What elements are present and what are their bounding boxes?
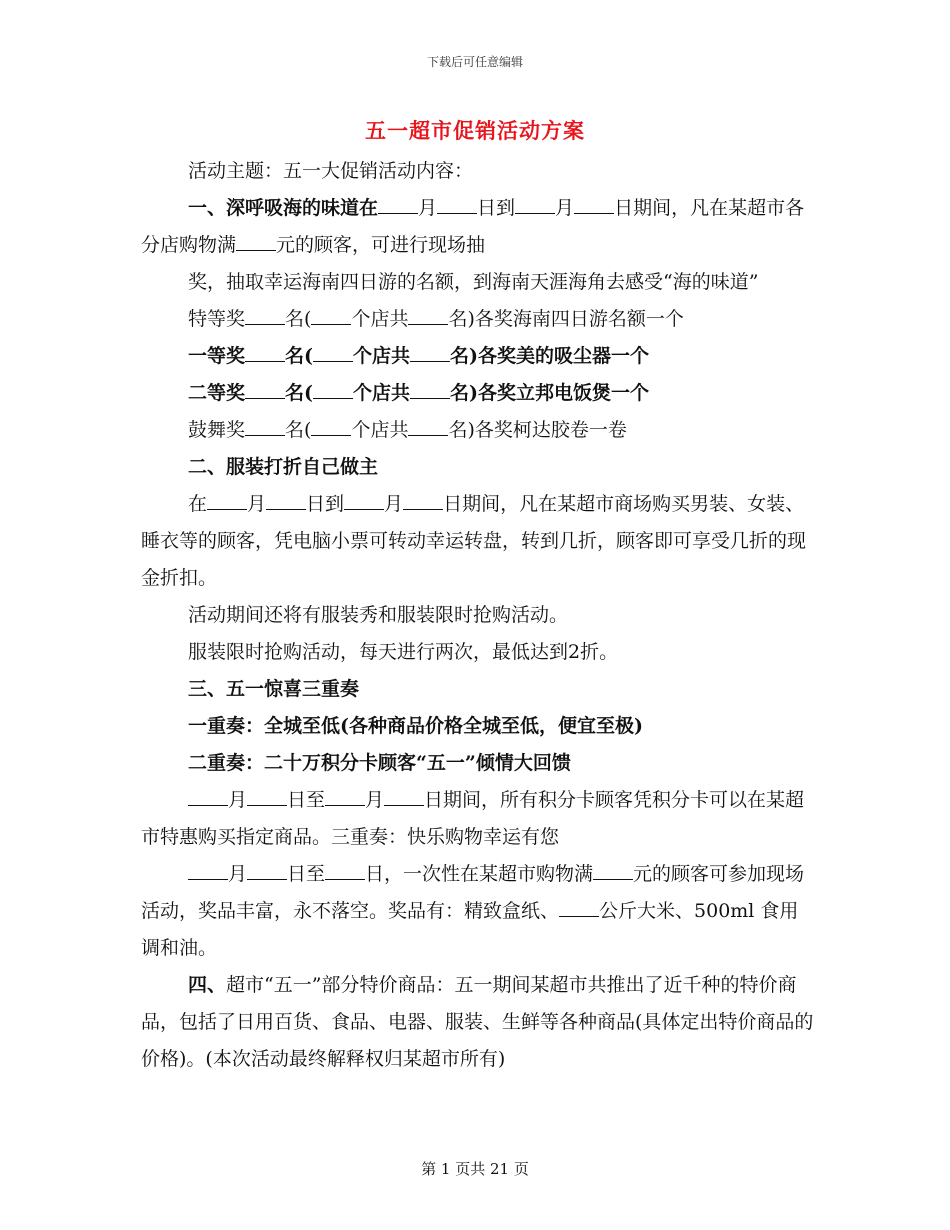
blank-line [313,344,353,362]
section-4-paragraph: 四、超市“五一”部分特价商品：五一期间某超市共推出了近千种的特价商品，包括了日用百货、食品、电器、服装、生鲜等各种商品(具体定出特价商品的价格)。(本次活动最终解释权归某超市所有) [141,974,814,1070]
blank-line [410,381,450,399]
section-2-paragraph: 在 月 日到 月 日期间，凡在某超市商场购买男装、女装、睡衣等的顾客，凭电脑小票可转动幸运转盘，转到几折，顾客即可享受几折的现金折扣。 [141,493,807,589]
theme-line: 活动主题：五一大促销活动内容： [188,160,474,182]
blank-line [559,899,599,917]
section-1-paragraph: 一、深呼吸海的味道在 月 日到 月 日期间，凡在某超市各分店购物满 元的顾客，可进行现场抽 [141,197,805,256]
section-2-flash-sale: 服装限时抢购活动，每天进行两次，最低达到2折。 [188,641,619,663]
page-header: 下载后可任意编辑 [426,55,523,69]
blank-line [245,381,285,399]
blank-line [247,862,287,880]
blank-line [408,418,448,436]
blank-line [408,307,448,325]
blank-line [515,196,555,214]
blank-line [311,418,351,436]
blank-line [403,492,443,510]
blank-line [266,492,306,510]
section-3-second: 二重奏：二十万积分卡顾客“五一”倾情大回馈 [188,752,571,774]
blank-line [593,862,633,880]
blank-line [207,492,247,510]
prize-first: 一等奖 名( 个店共 名)各奖美的吸尘器一个 [188,345,650,367]
blank-line [188,862,228,880]
prize-second: 二等奖 名( 个店共 名)各奖立邦电饭煲一个 [188,382,650,404]
blank-line [325,788,365,806]
blank-line [437,196,477,214]
blank-line [384,788,424,806]
section-3-heading: 三、五一惊喜三重奏 [188,678,360,700]
prize-encourage: 鼓舞奖 名( 个店共 名)各奖柯达胶卷一卷 [188,419,627,441]
section-3-first: 一重奏：全城至低(各种商品价格全城至低，便宜至极) [188,715,643,737]
blank-line [313,381,353,399]
blank-line [311,307,351,325]
blank-line [236,233,276,251]
blank-line [574,196,614,214]
prize-special: 特等奖 名( 个店共 名)各奖海南四日游名额一个 [188,308,684,330]
blank-line [247,788,287,806]
blank-line [245,418,285,436]
blank-line [410,344,450,362]
blank-line [245,307,285,325]
document-title: 五一超市促销活动方案 [365,118,585,143]
section-3-paragraph-1: 月 日至 月 日期间，所有积分卡顾客凭积分卡可以在某超市特惠购买指定商品。三重奏：快乐购物幸运有您 [141,789,805,848]
section-2-note: 活动期间还将有服装秀和服装限时抢购活动。 [188,604,569,626]
blank-line [344,492,384,510]
page-footer: 第 1 页共 21 页 [421,1160,529,1178]
blank-line [325,862,365,880]
blank-line [245,344,285,362]
section-2-heading: 二、服装打折自己做主 [188,456,379,478]
blank-line [378,196,418,214]
section-1-continued: 奖，抽取幸运海南四日游的名额，到海南天涯海角去感受“海的味道” [188,271,759,293]
blank-line [188,788,228,806]
document-body [141,153,816,1078]
section-3-paragraph-2: 月 日至 日，一次性在某超市购物满 元的顾客可参加现场活动，奖品丰富，永不落空。奖品有：精致盒纸、 公斤大米、500ml 食用调和油。 [141,863,805,959]
